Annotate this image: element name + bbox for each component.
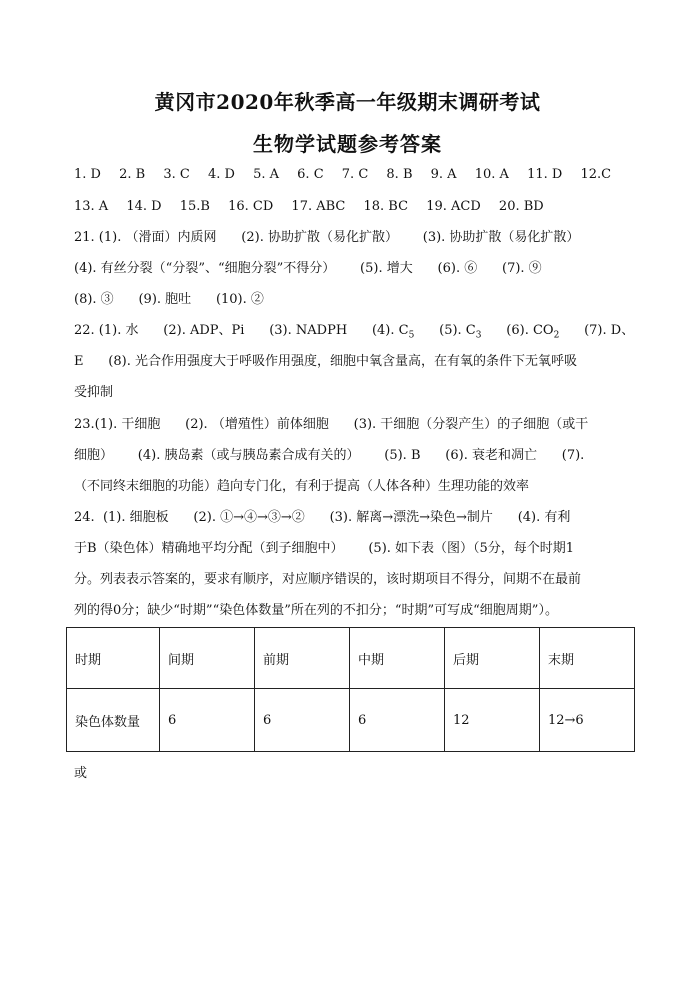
q21-line-2: (4). 有丝分裂（“分裂”、“细胞分裂”不得分） (5). 增大 (6). ⑥ (7). ⑨: [74, 261, 542, 276]
mc-answers-row-1: [74, 166, 634, 184]
table-header-cell: 中期: [350, 628, 445, 689]
q21-line-1: 21. (1). （滑面）内质网 (2). 协助扩散（易化扩散） (3). 协助扩散（易化扩散）: [74, 230, 580, 245]
chromosome-table: [66, 627, 635, 752]
document-title: 黄冈市2020年秋季高一年级期末调研考试: [154, 90, 541, 114]
table-header-cell: 后期: [445, 628, 540, 689]
table-header-cell: 时期: [67, 628, 160, 689]
table-cell: 6: [160, 689, 255, 752]
mc-answer: 13. A: [74, 199, 109, 214]
mc-answer: 2. B: [119, 167, 146, 182]
mc-answer: 17. ABC: [291, 199, 346, 214]
q22-text: 22. (1). 水 (2). ADP、Pi (3). NADPH (4). C: [74, 323, 409, 338]
mc-answer: 12.C: [580, 167, 612, 182]
table-header-cell: 间期: [160, 628, 255, 689]
q22-line-3: 受抑制: [74, 385, 114, 400]
mc-answer: 6. C: [297, 167, 324, 182]
q24-line-2: 于B（染色体）精确地平均分配（到子细胞中） (5). 如下表（图）（5分，每个时期1: [74, 541, 575, 556]
q24-line-4: 列的得0分；缺少“时期”“染色体数量”所在列的不扣分；“时期”可写成“细胞周期”）。: [74, 603, 558, 618]
mc-answer: 16. CD: [228, 199, 274, 214]
table-cell: 染色体数量: [67, 689, 160, 752]
mc-answer: 14. D: [126, 199, 162, 214]
q24-line-1: 24. (1). 细胞板 (2). ①→④→③→② (3). 解离→漂洗→染色→制片 (4). 有利: [74, 510, 571, 525]
mc-answers-row-2: [74, 198, 634, 216]
table-row: [67, 689, 635, 752]
mc-answer: 20. BD: [498, 199, 544, 214]
q22-text: (5). C: [414, 323, 476, 338]
mc-answer: 19. ACD: [426, 199, 481, 214]
subscript: 3: [475, 330, 482, 341]
table-cell: 6: [350, 689, 445, 752]
mc-answer: 15.B: [179, 199, 210, 214]
q22-line-1: [74, 322, 634, 345]
table-cell: 12: [445, 689, 540, 752]
table-header-cell: 前期: [255, 628, 350, 689]
subscript: 5: [408, 330, 415, 341]
mc-answer: 9. A: [430, 167, 457, 182]
document-subtitle: 生物学试题参考答案: [253, 132, 442, 156]
table-header-cell: 末期: [540, 628, 635, 689]
q22-line-2: E (8). 光合作用强度大于呼吸作用强度，细胞中氧含量高，在有氧的条件下无氧呼吸: [74, 354, 577, 369]
q24-line-3: 分。列表表示答案的，要求有顺序，对应顺序错误的，该时期项目不得分，间期不在最前: [74, 572, 582, 587]
mc-answer: 4. D: [207, 167, 235, 182]
q23-line-2: 细胞） (4). 胰岛素（或与胰岛素合成有关的） (5). B (6). 衰老和凋亡 (7).: [74, 448, 585, 463]
q22-text: (7). D、: [559, 323, 635, 338]
or-label: 或: [74, 766, 88, 781]
mc-answer: 7. C: [341, 167, 369, 182]
table-cell: 6: [255, 689, 350, 752]
q22-text: (6). CO: [481, 323, 554, 338]
mc-answer: 3. C: [163, 167, 190, 182]
mc-answer: 1. D: [74, 167, 101, 182]
table-header-row: [67, 628, 635, 689]
table-cell: 12→6: [540, 689, 635, 752]
mc-answer: 18. BC: [363, 199, 409, 214]
mc-answer: 11. D: [527, 167, 563, 182]
subscript: 2: [553, 330, 560, 341]
mc-answer: 8. B: [386, 167, 413, 182]
q23-line-3: （不同终末细胞的功能）趋向专门化，有利于提高（人体各种）生理功能的效率: [74, 479, 530, 494]
q23-line-1: 23.(1). 干细胞 (2). （增殖性）前体细胞 (3). 干细胞（分裂产生）的子细胞（或干: [74, 417, 589, 432]
mc-answer: 5. A: [253, 167, 280, 182]
q21-line-3: (8). ③ (9). 胞吐 (10). ②: [74, 292, 264, 307]
mc-answer: 10. A: [474, 167, 509, 182]
